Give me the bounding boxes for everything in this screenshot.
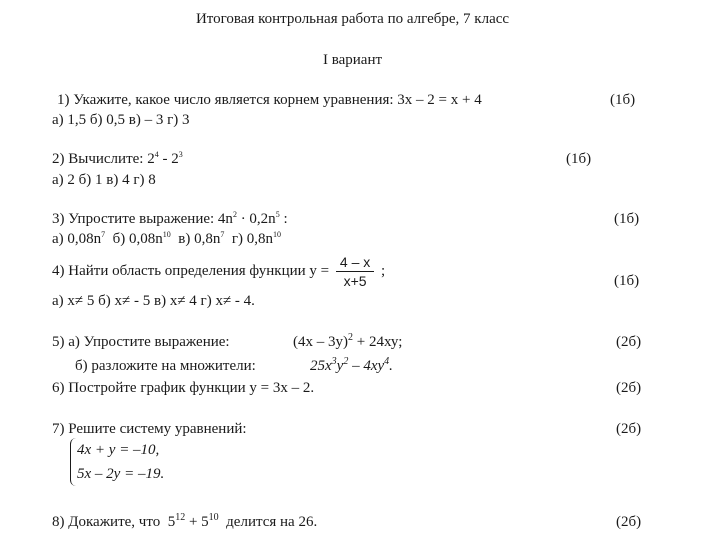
task-5-sub-expression: [310, 358, 393, 375]
task-3-exponent-a: 2: [232, 210, 237, 219]
task-8-points: (2б): [616, 514, 642, 530]
task-5-expr-tail: + 24ху;: [353, 334, 403, 350]
task-5-question-b: б) разложите на множители:: [75, 358, 256, 374]
task-4-question: [52, 254, 385, 289]
task-1-question: 1) Укажите, какое число является корнем уравнения: 3х – 2 = х + 4: [57, 92, 482, 108]
task-4-options: а) х≠ 5 б) х≠ - 5 в) х≠ 4 г) х≠ - 4.: [52, 293, 255, 309]
task-5-question-a: 5) а) Упростите выражение:: [52, 334, 230, 350]
task-8-prefix: 8) Докажите, что: [52, 514, 161, 530]
task-7-equation-2: 5x – 2y = –19.: [77, 466, 165, 482]
task-8-base: 5: [167, 514, 176, 530]
task-4-fraction-numerator: 4 – x: [336, 254, 374, 272]
task-8-exp-2: 10: [208, 512, 219, 523]
task-1-options: а) 1,5 б) 0,5 в) – 3 г) 3: [52, 112, 190, 128]
task-3-option-c-exp: 7: [220, 230, 225, 239]
task-7-equation-1: 4x + y = –10,: [77, 442, 160, 458]
task-3-option-c: в) 0,8n: [170, 231, 221, 247]
task-2-mid: - 2: [158, 151, 179, 167]
task-8-question: [52, 514, 317, 531]
task-5-sub-b: y: [336, 358, 344, 374]
task-4-points: (1б): [614, 273, 640, 289]
task-5-sub-a-exp: 3: [331, 356, 337, 367]
task-3-option-a-exp: 7: [101, 230, 106, 239]
task-3-question: [52, 211, 288, 228]
task-3-exponent-b: 5: [275, 210, 280, 219]
task-4-fraction-denominator: x+5: [343, 273, 367, 289]
task-2-points: (1б): [566, 151, 592, 167]
task-3-option-b-exp: 10: [162, 230, 171, 239]
task-3-points: (1б): [614, 211, 640, 227]
task-2-exponent-b: 3: [178, 150, 183, 159]
task-4-prefix: 4) Найти область определения функции у =: [52, 262, 330, 279]
task-4-fraction: [336, 254, 374, 289]
page-title: Итоговая контрольная работа по алгебре, 7 класс: [195, 11, 510, 27]
task-5-sub-b-exp: 2: [343, 356, 349, 367]
task-3-options: [52, 231, 281, 248]
task-5-expr-exp: 2: [348, 332, 353, 343]
task-2-exponent-a: 4: [154, 150, 159, 159]
task-7-equation-system: [70, 438, 164, 486]
task-5-expr: (4х – 3у): [293, 334, 348, 350]
task-5-points: (2б): [616, 334, 642, 350]
task-3-option-b: б) 0,08n: [105, 231, 163, 247]
task-8-suffix: делится на 26.: [226, 514, 318, 530]
task-5-expression: [293, 334, 402, 351]
task-3-suffix: :: [279, 211, 288, 227]
variant-label: I вариант: [322, 52, 383, 68]
task-3-option-d: г) 0,8n: [224, 231, 274, 247]
task-2-options: а) 2 б) 1 в) 4 г) 8: [52, 172, 156, 188]
task-5-sub-tail: .: [389, 358, 393, 374]
task-3-option-d-exp: 10: [273, 230, 282, 239]
task-4-suffix: ;: [381, 262, 386, 279]
task-3-mid: · 0,2n: [236, 211, 276, 227]
task-6-points: (2б): [616, 380, 642, 396]
task-3-prefix: 3) Упростите выражение: 4n: [52, 211, 233, 227]
task-7-question: 7) Решите систему уравнений:: [52, 421, 247, 437]
task-8-plus: + 5: [185, 514, 209, 530]
task-2-prefix: 2) Вычислите: 2: [52, 151, 155, 167]
task-6-question: 6) Постройте график функции у = 3х – 2.: [52, 380, 315, 396]
task-1-points: (1б): [610, 92, 636, 108]
task-3-option-a: а) 0,08n: [52, 231, 102, 247]
task-5-sub-c: – 4xy: [348, 358, 385, 374]
task-5-sub-c-exp: 4: [384, 356, 390, 367]
task-7-points: (2б): [616, 421, 642, 437]
task-8-exp-1: 12: [175, 512, 186, 523]
task-5-sub-a: 25x: [310, 358, 332, 374]
task-2-question: [52, 151, 183, 168]
